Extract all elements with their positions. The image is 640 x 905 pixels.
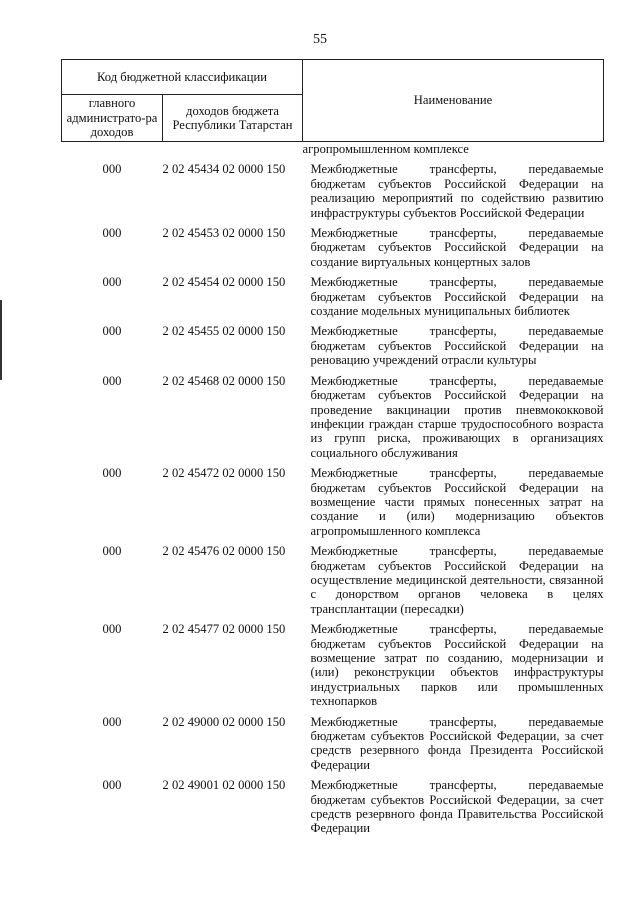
- income-name-text: Межбюджетные трансферты, передаваемые бюджетам субъектов Российской Федерации на проведение вакцинации против пневмококковой инфекции граждан старше трудоспособного возраста из групп риска, проживающих в организациях социального обслуживания: [310, 373, 604, 460]
- admin-code: 000: [102, 466, 122, 481]
- income-code: 2 02 45453 02 0000 150: [162, 226, 286, 241]
- header-name: Наименование: [303, 60, 604, 142]
- income-name-text: Межбюджетные трансферты, передаваемые бюджетам субъектов Российской Федерации на реновацию учреждений отрасли культуры: [310, 324, 604, 368]
- income-name: [303, 368, 604, 460]
- income-name: [303, 269, 604, 318]
- income-name: [303, 709, 604, 773]
- header-income: доходов бюджета Республики Татарстан: [163, 95, 303, 142]
- income-name: [303, 616, 604, 708]
- income-name-text: Межбюджетные трансферты, передаваемые бюджетам субъектов Российской Федерации на осуществление медицинской деятельности, связанной с донорством органов человека в целях трансплантации (пересадки): [310, 544, 604, 616]
- scan-edge-mark: [0, 300, 2, 380]
- income-name-text: Межбюджетные трансферты, передаваемые бюджетам субъектов Российской Федерации, за счет средств резервного фонда Президента Российской Федерации: [310, 714, 604, 772]
- table-header: [62, 60, 604, 142]
- table-row: [62, 156, 604, 220]
- admin-code: 000: [102, 778, 122, 793]
- income-code: 2 02 45476 02 0000 150: [162, 544, 286, 559]
- header-admin: главного администрато-ра доходов: [62, 95, 163, 142]
- income-name: [303, 772, 604, 836]
- table-row: [62, 772, 604, 836]
- table-row: [62, 269, 604, 318]
- income-name-text: Межбюджетные трансферты, передаваемые бюджетам субъектов Российской Федерации на создание модельных муниципальных библиотек: [310, 275, 604, 319]
- admin-code: 000: [102, 373, 122, 388]
- income-name: [303, 538, 604, 616]
- table-row: [62, 318, 604, 367]
- income-name-text: Межбюджетные трансферты, передаваемые бюджетам субъектов Российской Федерации, за счет средств резервного фонда Правительства Российской Федерации: [310, 778, 604, 836]
- table-row: [62, 460, 604, 538]
- income-name: [303, 318, 604, 367]
- admin-code: 000: [102, 622, 122, 637]
- budget-classification-table: [61, 59, 604, 836]
- admin-code: 000: [102, 226, 122, 241]
- table-row: [62, 616, 604, 708]
- income-name-text: Межбюджетные трансферты, передаваемые бюджетам субъектов Российской Федерации на возмещение части прямых понесенных затрат на создание и (или) модернизацию объектов агропромышленного комплекса: [310, 466, 604, 538]
- income-code: 2 02 45472 02 0000 150: [162, 466, 286, 481]
- income-code: 2 02 49000 02 0000 150: [162, 714, 286, 729]
- table-row: [62, 709, 604, 773]
- table-body: [62, 142, 604, 836]
- admin-code: 000: [102, 275, 122, 290]
- admin-code: 000: [102, 544, 122, 559]
- income-code: 2 02 45434 02 0000 150: [162, 162, 286, 177]
- income-name-text: Межбюджетные трансферты, передаваемые бюджетам субъектов Российской Федерации на создание виртуальных концертных залов: [310, 226, 604, 269]
- table-row: [62, 220, 604, 269]
- income-code: 2 02 45468 02 0000 150: [162, 373, 286, 388]
- income-name-text: Межбюджетные трансферты, передаваемые бюджетам субъектов Российской Федерации на реализацию мероприятий по содействию развитию инфраструктуры субъектов Российской Федерации: [310, 162, 604, 220]
- income-name: [303, 460, 604, 538]
- continuation-text: агропромышленном комплексе: [302, 142, 469, 156]
- income-name-text: Межбюджетные трансферты, передаваемые бюджетам субъектов Российской Федерации на возмещение затрат по созданию, модернизации и (или) реконструкции объектов инфраструктуры индустриальных парков или промышленных технопарков: [310, 622, 604, 709]
- income-name: [303, 220, 604, 269]
- header-code-group: Код бюджетной классификации: [62, 60, 303, 95]
- page-number: 55: [313, 32, 327, 47]
- income-code: 2 02 49001 02 0000 150: [162, 778, 286, 793]
- table-row: [62, 538, 604, 616]
- continuation-row: [62, 142, 604, 157]
- income-code: 2 02 45477 02 0000 150: [162, 622, 286, 637]
- table-row: [62, 368, 604, 460]
- income-code: 2 02 45454 02 0000 150: [162, 275, 286, 290]
- admin-code: 000: [102, 162, 122, 177]
- income-code: 2 02 45455 02 0000 150: [162, 324, 286, 339]
- income-name: [303, 156, 604, 220]
- admin-code: 000: [102, 714, 122, 729]
- admin-code: 000: [102, 324, 122, 339]
